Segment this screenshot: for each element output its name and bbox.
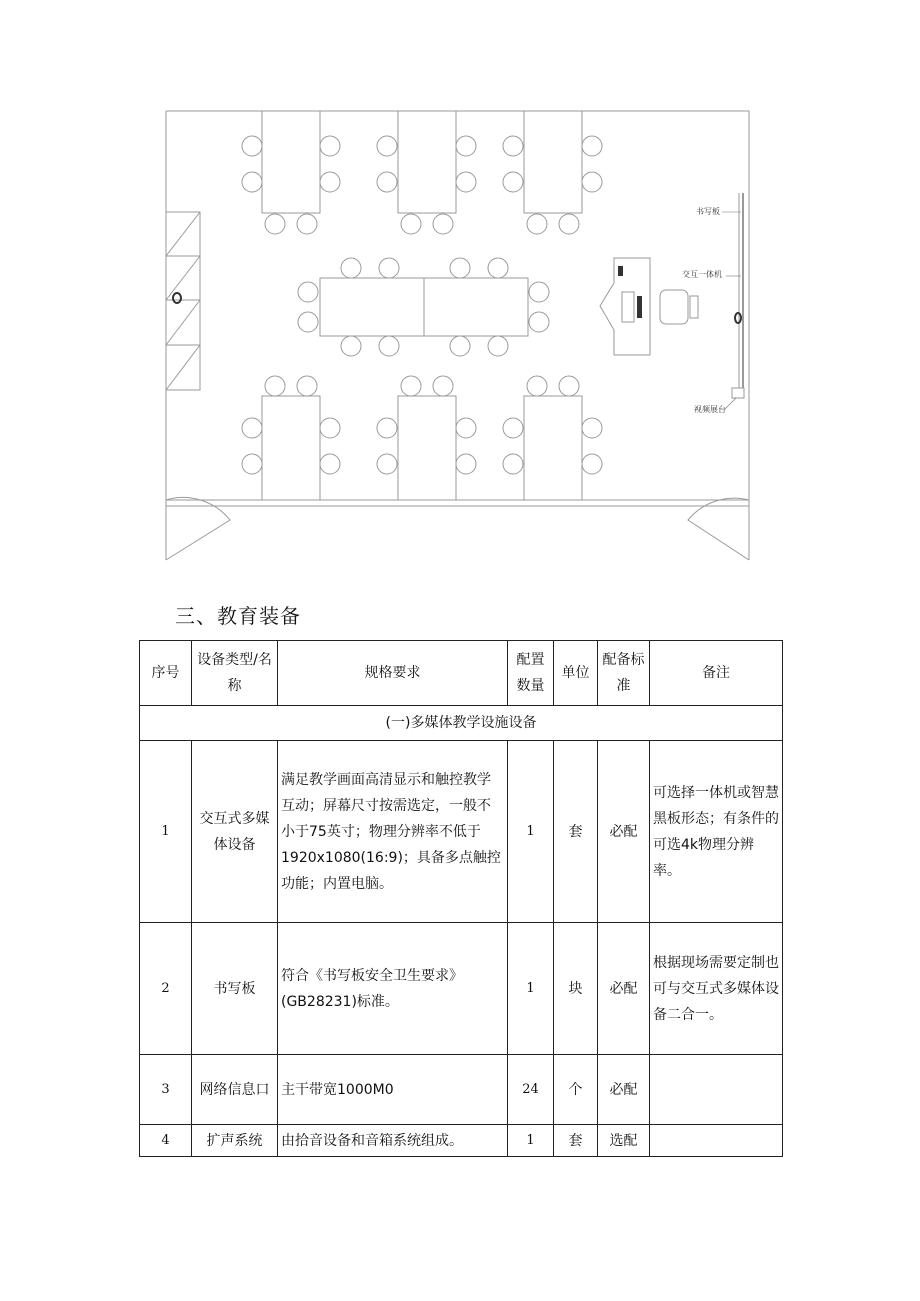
row-name: 交互式多媒体设备	[192, 741, 278, 923]
row-unit: 套	[554, 1125, 598, 1157]
table-row	[140, 1055, 783, 1125]
row-qty: 1	[508, 1125, 554, 1157]
row-standard: 必配	[598, 1055, 650, 1125]
row-spec: 主干带宽1000M0	[278, 1055, 508, 1125]
header-name: 设备类型/名称	[192, 641, 278, 706]
room-outline	[166, 111, 749, 500]
classroom-floor-plan	[160, 104, 760, 574]
table-row	[140, 923, 783, 1055]
row-index: 1	[140, 741, 192, 923]
row-unit: 块	[554, 923, 598, 1055]
row-index: 2	[140, 923, 192, 1055]
row-unit: 套	[554, 741, 598, 923]
table-row	[140, 1125, 783, 1157]
section-title: 三、教育装备	[175, 604, 301, 628]
header-qty: 配置数量	[508, 641, 554, 706]
equipment-table	[139, 640, 783, 1157]
row-qty: 24	[508, 1055, 554, 1125]
row-remarks	[650, 1125, 783, 1157]
row-standard: 必配	[598, 741, 650, 923]
header-index: 序号	[140, 641, 192, 706]
header-remarks: 备注	[650, 641, 783, 706]
row-remarks	[650, 1055, 783, 1125]
row-spec: 符合《书写板安全卫生要求》(GB28231)标准。	[278, 923, 508, 1055]
table-row	[140, 741, 783, 923]
row-remarks: 可选择一体机或智慧黑板形态；有条件的可选4k物理分辨率。	[650, 741, 783, 923]
row-name: 书写板	[192, 923, 278, 1055]
row-index: 3	[140, 1055, 192, 1125]
row-spec: 由拾音设备和音箱系统组成。	[278, 1125, 508, 1157]
header-standard: 配备标准	[598, 641, 650, 706]
table-group-row	[140, 706, 783, 741]
group-title: (一)多媒体教学设施设备	[140, 706, 783, 741]
row-unit: 个	[554, 1055, 598, 1125]
row-standard: 必配	[598, 923, 650, 1055]
row-spec: 满足教学画面高清显示和触控教学互动；屏幕尺寸按需选定，一般不小于75英寸；物理分辨率不低于1920x1080(16:9)；具备多点触控功能；内置电脑。	[278, 741, 508, 923]
header-unit: 单位	[554, 641, 598, 706]
row-qty: 1	[508, 923, 554, 1055]
label-video-booth: 视频展台	[694, 405, 726, 414]
label-interactive-display: 交互一体机	[682, 270, 722, 279]
row-qty: 1	[508, 741, 554, 923]
row-name: 扩声系统	[192, 1125, 278, 1157]
table-header-row	[140, 641, 783, 706]
row-index: 4	[140, 1125, 192, 1157]
row-standard: 选配	[598, 1125, 650, 1157]
header-spec: 规格要求	[278, 641, 508, 706]
row-name: 网络信息口	[192, 1055, 278, 1125]
label-writing-board: 书写板	[696, 207, 720, 216]
row-remarks: 根据现场需要定制也可与交互式多媒体设备二合一。	[650, 923, 783, 1055]
